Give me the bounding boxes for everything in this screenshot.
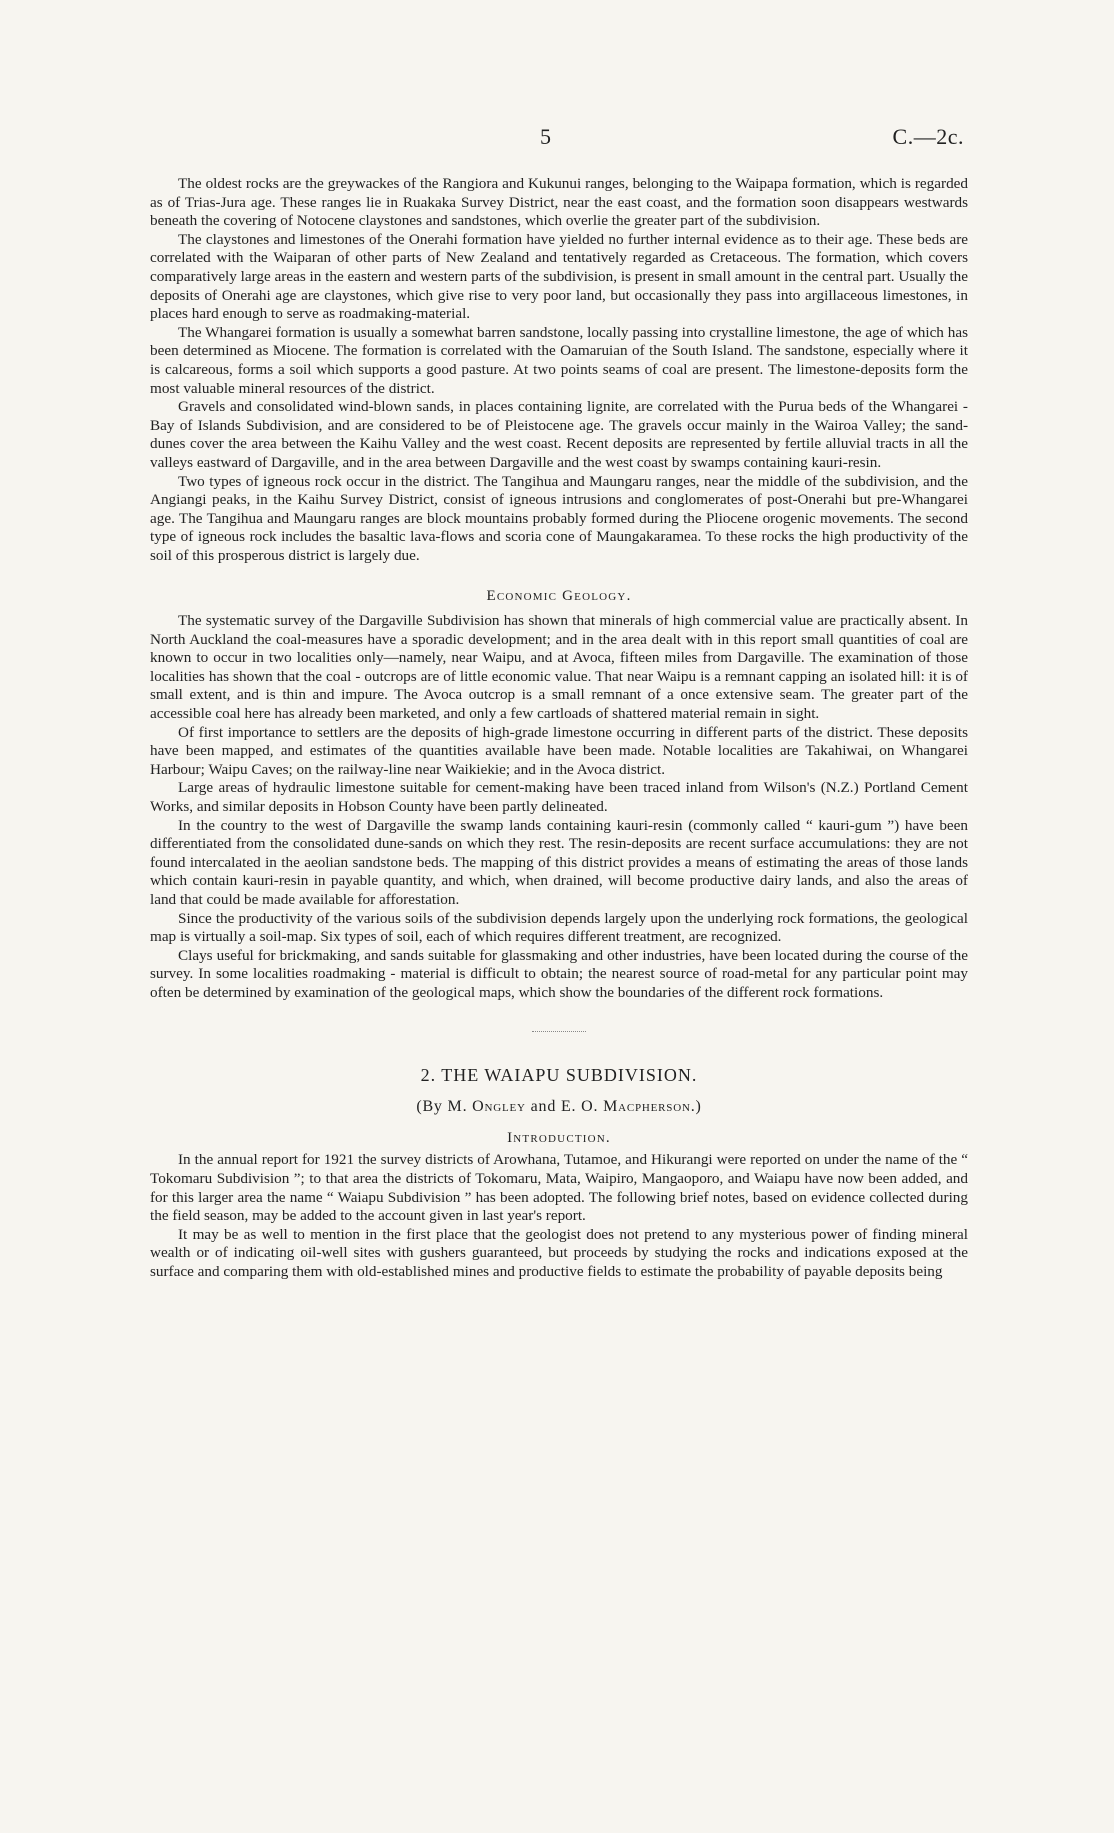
geology-section <box>150 175 968 565</box>
page-number: 5 <box>540 124 551 149</box>
section-heading: Economic Geology. <box>486 588 632 605</box>
section-title: 2. THE WAIAPU SUBDIVISION. <box>420 1064 698 1085</box>
paragraph: The claystones and limestones of the Onerahi formation have yielded no further internal evidence as to their age. These beds are correlated with the Waiparan of other parts of New Zealand and tentatively regarded as Cretaceous. The formation, which covers comparatively large areas in the eastern and western parts of the subdivision, is present in small amount in the central part. Usually the deposits of Onerahi age are claystones, which give rise to very poor land, but occasionally they pass into argillaceous limestones, in places hard enough to serve as roadmaking-material. <box>150 230 968 323</box>
paragraph: The oldest rocks are the greywackes of the Rangiora and Kukunui ranges, belonging to the Waipapa formation, which is regarded as of Trias-Jura age. These ranges lie in Ruakaka Survey District, near the east coast, and the formation soon disappears westwards beneath the covering of Notocene claystones and sandstones, which overlie the greater part of the subdivision. <box>150 175 968 230</box>
waiapu-subdivision-section <box>150 1066 968 1282</box>
authors-line <box>150 1098 968 1117</box>
paragraph: Clays useful for brickmaking, and sands suitable for glassmaking and other industries, have been located during the course of the survey. In some localities roadmaking - material is difficult to obtain; the nearest source of road-metal for any particular point may often be determined by examination of the geological maps, which show the boundaries of the different rock formations. <box>150 946 968 1001</box>
paragraph: Large areas of hydraulic limestone suitable for cement-making have been traced inland from Wilson's (N.Z.) Portland Cement Works, and similar deposits in Hobson County have been partly delineated. <box>150 779 968 815</box>
economic-geology-section <box>150 587 968 1002</box>
paragraph: Gravels and consolidated wind-blown sands, in places containing lignite, are correlated with the Purua beds of the Whangarei - Bay of Islands Subdivision, and are considered to be of Pleistocene age. The gravels occur mainly in the Wairoa Valley; the sand-dunes cover the area between the Kaihu Valley and the west coast. Recent deposits are represented by fertile alluvial tracts in all the valleys eastward of Dargaville, and in the area between Dargaville and the west coast by swamps containing kauri-resin. <box>150 398 968 471</box>
authors-prefix: (By <box>416 1098 443 1116</box>
paragraph: In the annual report for 1921 the survey districts of Arowhana, Tutamoe, and Hikurangi were reported on under the name of the “ Tokomaru Subdivision ”; to that area the districts of Tokomaru, Mata, Waipiro, Mangaoporo, and Waiapu have now been added, and for this larger area the name “ Waiapu Subdivision ” has been adopted. The following brief notes, based on evidence collected during the field season, may be added to the account given in last year's report. <box>150 1151 968 1225</box>
document-reference: C.—2c. <box>892 124 964 149</box>
page-header <box>0 124 1114 154</box>
paragraph: Of first importance to settlers are the deposits of high-grade limestone occurring in different parts of the district. These deposits have been mapped, and estimates of the quantities available have been made. Notable localities are Takahiwai, on Whangarei Harbour; Waipu Caves; on the railway-line near Waikiekie; and in the Avoca district. <box>150 723 968 778</box>
paragraph: In the country to the west of Dargaville the swamp lands containing kauri-resin (commonly called “ kauri-gum ”) have been differentiated from the consolidated dune-sands on which they rest. The resin-deposits are recent surface accumulations: they are not found intercalated in the aeolian sandstone beds. The mapping of this district provides a means of estimating the areas of those lands which contain kauri-resin in payable quantity, and which, when drained, will become productive dairy lands, and also the areas of land that could be made available for afforestation. <box>150 816 968 908</box>
paragraph: It may be as well to mention in the first place that the geologist does not pretend to any mysterious power of finding mineral wealth or of indicating oil-well sites with gushers guaranteed, but proceeds by studying the rocks and indications exposed at the surface and comparing them with old-established mines and productive fields to estimate the probability of payable deposits being <box>150 1225 968 1280</box>
author-name: M. Ongley <box>447 1098 526 1116</box>
subsection-heading: Introduction. <box>507 1129 611 1146</box>
paragraph: The Whangarei formation is usually a somewhat barren sandstone, locally passing into crystalline limestone, the age of which has been determined as Miocene. The formation is correlated with the Oamaruian of the South Island. The sandstone, especially where it is calcareous, forms a soil which supports a good pasture. At two points seams of coal are present. The limestone-deposits form the most valuable mineral resources of the district. <box>150 323 968 397</box>
paragraph: Since the productivity of the various soils of the subdivision depends largely upon the underlying rock formations, the geological map is virtually a soil-map. Six types of soil, each of which requires different treatment, are recognized. <box>150 909 968 946</box>
page-body <box>150 175 968 1281</box>
paragraph: The systematic survey of the Dargaville Subdivision has shown that minerals of high commercial value are practically absent. In North Auckland the coal-measures have a sporadic development; and in the area dealt with in this report small quantities of coal are known to occur in two localities only—namely, near Waipu, and at Avoca, fifteen miles from Dargaville. The examination of those localities has shown that the coal - outcrops are of little economic value. That near Waipu is a remnant capping an isolated hill: it is of small extent, and is thin and impure. The Avoca outcrop is a small remnant of a once extensive seam. The greater part of the accessible coal here has already been marketed, and only a few cartloads of shattered material remain in sight. <box>150 612 968 723</box>
author-name: E. O. Macpherson. <box>560 1098 696 1116</box>
authors-and: and <box>530 1098 557 1116</box>
paragraph: Two types of igneous rock occur in the district. The Tangihua and Maungaru ranges, near the middle of the subdivision, and the Angiangi peaks, in the Kaihu Survey District, consist of igneous intrusions and conglomerates of post-Onerahi but pre-Whangarei age. The Tangihua and Maungaru ranges are block mountains probably formed during the Pliocene orogenic movements. The second type of igneous rock includes the basaltic lava-flows and scoria cone of Maungakaramea. To these rocks the high productivity of the soil of this prosperous district is largely due. <box>150 472 968 564</box>
authors-suffix: ) <box>695 1098 702 1116</box>
section-divider <box>532 1031 586 1032</box>
